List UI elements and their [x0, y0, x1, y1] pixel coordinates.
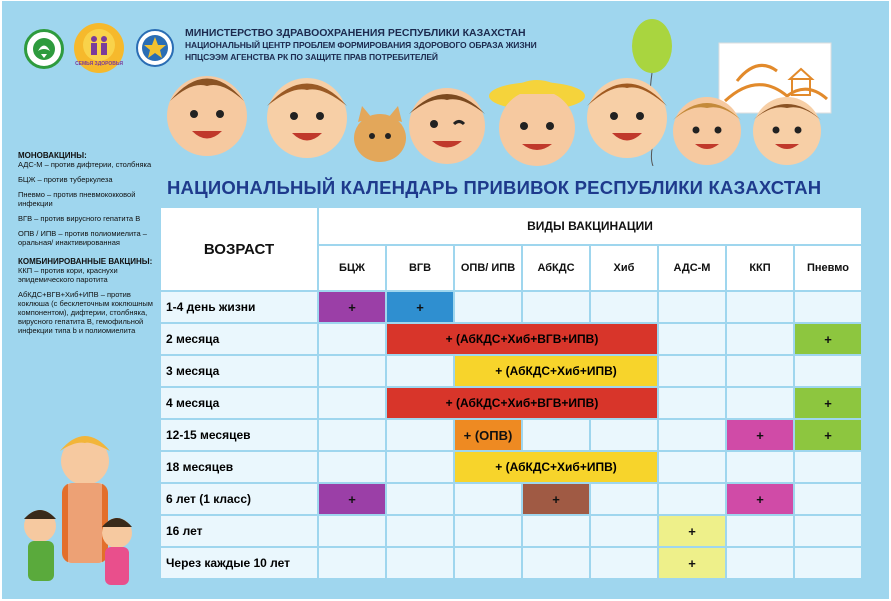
vaccination-table-body: [160, 291, 862, 579]
vaccination-mark-cell: +: [726, 483, 794, 515]
table-row: [160, 387, 862, 419]
vaccination-mark-cell: +: [658, 515, 726, 547]
legend-item: ККП – против кори, краснухи эпидемического паротита: [18, 266, 118, 284]
age-cell: 6 лет (1 класс): [160, 483, 318, 515]
combo-vaccination-cell: + (АбКДС+Хиб+ИПВ): [454, 355, 658, 387]
vaccination-poster: [2, 1, 889, 599]
empty-cell: [386, 355, 454, 387]
legend-item: Пневмо – против пневмококковой инфекции: [18, 190, 136, 208]
age-cell: 12-15 месяцев: [160, 419, 318, 451]
vaccination-mark-cell: +: [794, 387, 862, 419]
empty-cell: [318, 547, 386, 579]
vaccine-column-header: Пневмо: [794, 245, 862, 291]
vaccination-mark-cell: +: [386, 291, 454, 323]
table-row: [160, 419, 862, 451]
legend-item: ВГВ – против вирусного гепатита В: [18, 214, 141, 223]
legend-item: АбКДС+ВГВ+Хиб+ИПВ – против коклюша (с бесклеточным коклюшным компонентом), дифтерии, столбняка, вирусного гепатита В, гемофильной инфекции типа b и полиомиелита: [18, 290, 153, 335]
empty-cell: [590, 515, 658, 547]
empty-cell: [590, 483, 658, 515]
empty-cell: [522, 515, 590, 547]
empty-cell: [658, 387, 726, 419]
empty-cell: [318, 355, 386, 387]
combo-vaccination-cell: + (АбКДС+Хиб+ИПВ): [454, 451, 658, 483]
empty-cell: [318, 323, 386, 355]
combo-vaccination-cell: + (АбКДС+Хиб+ВГВ+ИПВ): [386, 323, 658, 355]
vaccine-column-header: ОПВ/ ИПВ: [454, 245, 522, 291]
empty-cell: [522, 419, 590, 451]
table-row: [160, 291, 862, 323]
empty-cell: [386, 451, 454, 483]
child-face-4: [489, 80, 585, 166]
empty-cell: [658, 451, 726, 483]
empty-cell: [794, 291, 862, 323]
table-row: [160, 515, 862, 547]
family-illustration: [20, 421, 140, 599]
age-column-header: ВОЗРАСТ: [160, 207, 318, 291]
age-cell: 3 месяца: [160, 355, 318, 387]
empty-cell: [386, 419, 454, 451]
empty-cell: [386, 483, 454, 515]
combo-vaccination-cell: + (АбКДС+Хиб+ВГВ+ИПВ): [386, 387, 658, 419]
empty-cell: [318, 419, 386, 451]
empty-cell: [454, 515, 522, 547]
empty-cell: [658, 355, 726, 387]
vaccination-types-header: ВИДЫ ВАКЦИНАЦИИ: [318, 207, 862, 245]
empty-cell: [318, 451, 386, 483]
vaccine-legend: [18, 151, 156, 345]
child-face-6: [673, 97, 741, 165]
healthy-family-logo: [74, 23, 124, 73]
center-name: НАЦИОНАЛЬНЫЙ ЦЕНТР ПРОБЛЕМ ФОРМИРОВАНИЯ ЗДОРОВОГО ОБРАЗА ЖИЗНИ: [185, 40, 537, 50]
vaccination-mark-cell: +: [658, 547, 726, 579]
child-face-2: [267, 78, 347, 158]
empty-cell: [794, 515, 862, 547]
empty-cell: [658, 323, 726, 355]
poster-title: НАЦИОНАЛЬНЫЙ КАЛЕНДАРЬ ПРИВИВОК РЕСПУБЛИКИ КАЗАХСТАН: [167, 177, 822, 198]
child-face-5: [587, 78, 667, 158]
vaccine-column-header: ВГВ: [386, 245, 454, 291]
empty-cell: [590, 419, 658, 451]
mono-vaccines-section: [18, 151, 156, 247]
vaccine-column-header: АДС-М: [658, 245, 726, 291]
table-row: [160, 323, 862, 355]
vaccination-mark-cell: +: [794, 323, 862, 355]
empty-cell: [726, 323, 794, 355]
empty-cell: [590, 291, 658, 323]
empty-cell: [726, 291, 794, 323]
age-cell: 1-4 день жизни: [160, 291, 318, 323]
legend-item: АДС-М – против дифтерии, столбняка: [18, 160, 152, 169]
child-face-1: [167, 76, 247, 156]
table-row: [160, 355, 862, 387]
empty-cell: [454, 483, 522, 515]
vaccination-mark-cell: +: [726, 419, 794, 451]
empty-cell: [386, 515, 454, 547]
empty-cell: [726, 355, 794, 387]
vaccination-mark-cell: +: [318, 291, 386, 323]
empty-cell: [386, 547, 454, 579]
empty-cell: [726, 547, 794, 579]
vaccine-column-header: БЦЖ: [318, 245, 386, 291]
empty-cell: [658, 291, 726, 323]
empty-cell: [318, 387, 386, 419]
legend-item: ОПВ / ИПВ – против полиомиелита – оральная/ инактивированная: [18, 229, 147, 247]
table-row: [160, 483, 862, 515]
healthy-family-logo-text: СЕМЬЯ ЗДОРОВЬЯ: [75, 61, 123, 67]
combo-vaccines-section: [18, 257, 156, 335]
table-row: [160, 547, 862, 579]
empty-cell: [454, 547, 522, 579]
empty-cell: [726, 451, 794, 483]
vaccination-mark-cell: +: [318, 483, 386, 515]
agency-name: НПЦСЭЭМ АГЕНСТВА РК ПО ЗАЩИТЕ ПРАВ ПОТРЕБИТЕЛЕЙ: [185, 52, 438, 62]
ministry-logo: [24, 29, 64, 69]
combo-vaccines-heading: КОМБИНИРОВАННЫЕ ВАКЦИНЫ:: [18, 257, 153, 266]
age-cell: 16 лет: [160, 515, 318, 547]
child-face-3: [409, 88, 485, 164]
vaccine-column-header: Хиб: [590, 245, 658, 291]
vaccination-mark-cell: + (ОПВ): [454, 419, 522, 451]
ministry-name: МИНИСТЕРСТВО ЗДРАВООХРАНЕНИЯ РЕСПУБЛИКИ КАЗАХСТАН: [185, 27, 526, 39]
empty-cell: [794, 547, 862, 579]
age-cell: 18 месяцев: [160, 451, 318, 483]
age-cell: 2 месяца: [160, 323, 318, 355]
age-cell: 4 месяца: [160, 387, 318, 419]
empty-cell: [522, 291, 590, 323]
empty-cell: [794, 451, 862, 483]
age-cell: Через каждые 10 лет: [160, 547, 318, 579]
child-face-7: [753, 97, 821, 165]
vaccine-column-header: АбКДС: [522, 245, 590, 291]
empty-cell: [726, 387, 794, 419]
vaccine-column-header: ККП: [726, 245, 794, 291]
mono-vaccines-heading: МОНОВАКЦИНЫ:: [18, 151, 87, 160]
empty-cell: [658, 483, 726, 515]
empty-cell: [794, 483, 862, 515]
empty-cell: [794, 355, 862, 387]
empty-cell: [658, 419, 726, 451]
empty-cell: [454, 291, 522, 323]
empty-cell: [318, 515, 386, 547]
children-illustration: [162, 56, 852, 171]
vaccination-mark-cell: +: [794, 419, 862, 451]
vaccination-mark-cell: +: [522, 483, 590, 515]
empty-cell: [726, 515, 794, 547]
table-row: [160, 451, 862, 483]
empty-cell: [590, 547, 658, 579]
cat-face: [354, 106, 406, 162]
empty-cell: [522, 547, 590, 579]
legend-item: БЦЖ – против туберкулеза: [18, 175, 113, 184]
vaccination-table: [159, 206, 863, 580]
